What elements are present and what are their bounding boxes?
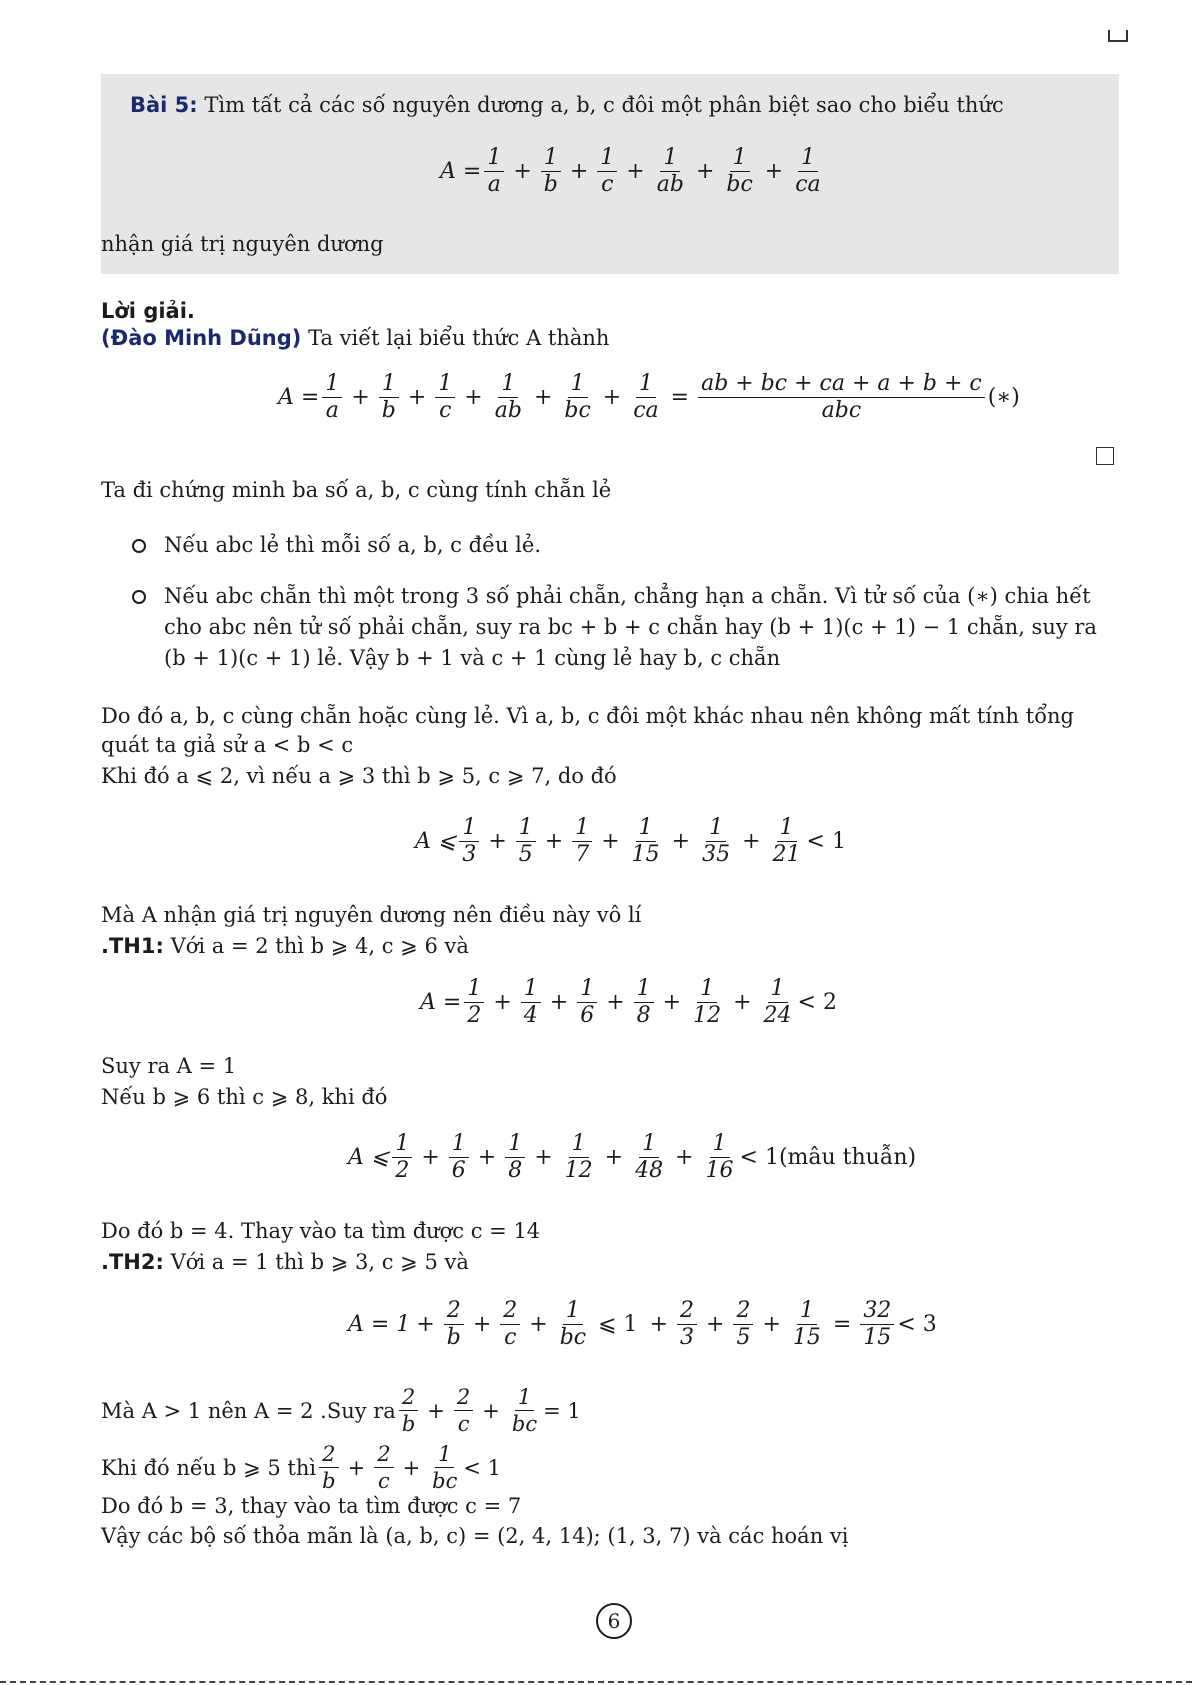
th2-line <box>101 1248 469 1276</box>
th1-line <box>101 932 469 960</box>
problem-statement: Tìm tất cả các số nguyên dương a, b, c đôi một phân biệt sao cho biểu thức <box>204 93 1004 117</box>
fraction: $\frac{2}{c}$ <box>454 1384 473 1437</box>
fraction: $\frac{1}{a}$ <box>484 145 504 198</box>
bullet-1: Nếu abc lẻ thì mỗi số a, b, c đều lẻ. <box>164 533 542 557</box>
fraction: $\frac{2}{3}$ <box>677 1298 697 1351</box>
para2: Mà A nhận giá trị nguyên dương nên điều này vô lí <box>101 903 642 927</box>
fraction: $\frac{1}{12}$ <box>693 976 722 1028</box>
fraction: $\frac{2}{b}$ <box>444 1298 464 1351</box>
fraction: $\frac{1}{c}$ <box>597 145 617 198</box>
line-ma: Mà A > 1 nên A = 2 .Suy ra $\frac{2}{b}$ + $\frac{2}{c}$ + $\frac{1}{bc}$ = 1 <box>101 1385 581 1436</box>
bottom-divider <box>0 1681 1192 1683</box>
line-khi: Khi đó nếu b ⩾ 5 thì $\frac{2}{b}$ + $\frac{2}{c}$ + $\frac{1}{bc}$ < 1 <box>101 1442 502 1493</box>
equation-5: A = 1 + $\frac{2}{b}$ + $\frac{2}{c}$ + $\frac{1}{bc}$ ⩽ 1 + $\frac{2}{3}$ + $\frac{2}{5}$ + $\frac{1}{15}$ = $\frac{32}{15}$ < 3 <box>348 1298 937 1350</box>
fraction: $\frac{2}{b}$ <box>319 1441 338 1494</box>
claim: Ta đi chứng minh ba số a, b, c cùng tính chẵn lẻ <box>101 478 612 502</box>
fraction: $\frac{2}{c}$ <box>500 1298 520 1351</box>
fraction: $\frac{1}{bc}$ <box>511 1385 538 1436</box>
bullet-2-line-2: cho abc nên tử số phải chẵn, suy ra bc + b + c chẵn hay (b + 1)(c + 1) − 1 chẵn, suy ra <box>164 615 1097 639</box>
fraction: $\frac{1}{6}$ <box>449 1131 469 1184</box>
para1-line-1: Do đó a, b, c cùng chẵn hoặc cùng lẻ. Vì a, b, c đôi một khác nhau nên không mất tính tổng <box>101 704 1075 728</box>
fraction: $\frac{1}{12}$ <box>564 1131 593 1183</box>
author: (Đào Minh Dũng) <box>101 326 302 350</box>
fraction: $\frac{2}{5}$ <box>733 1298 753 1351</box>
fraction: $\frac{1}{48}$ <box>635 1131 664 1183</box>
fraction: $\frac{1}{8}$ <box>505 1131 525 1184</box>
fraction: $\frac{32}{15}$ <box>860 1298 894 1351</box>
solution-heading: Lời giải. <box>101 299 195 323</box>
th2-label: .TH2: <box>101 1250 164 1274</box>
th1-label: .TH1: <box>101 934 164 958</box>
intro-text: Ta viết lại biểu thức A thành <box>308 326 610 350</box>
line-b4: Do đó b = 4. Thay vào ta tìm được c = 14 <box>101 1219 541 1243</box>
solution-intro-line <box>101 324 609 352</box>
formula-lhs: A = <box>440 159 482 184</box>
problem-tail: nhận giá trị nguyên dương <box>101 232 384 256</box>
qed-square <box>1096 447 1114 465</box>
fraction: $\frac{1}{bc}$ <box>726 145 753 197</box>
fraction: $\frac{1}{15}$ <box>631 815 660 867</box>
fraction: $\frac{1}{24}$ <box>763 976 792 1028</box>
equation-4: A ⩽ $\frac{1}{2}$ + $\frac{1}{6}$ + $\frac{1}{8}$ + $\frac{1}{12}$ + $\frac{1}{48}$ + $\frac{1}{16}$ < 1(mâu thuẫn) <box>348 1131 917 1183</box>
equation-tag: (∗) <box>987 385 1020 410</box>
fraction: $\frac{2}{b}$ <box>399 1384 418 1437</box>
fraction: $\frac{1}{5}$ <box>516 815 536 868</box>
fraction: $\frac{1}{2}$ <box>392 1131 412 1184</box>
th2-text: Với a = 1 thì b ⩾ 3, c ⩾ 5 và <box>170 1250 469 1274</box>
fraction: $\frac{1}{ca}$ <box>633 371 659 423</box>
fraction: $\frac{1}{b}$ <box>541 145 561 198</box>
fraction: $\frac{2}{c}$ <box>374 1441 393 1494</box>
fraction: $\frac{1}{15}$ <box>792 1298 821 1350</box>
equation-2: A ⩽ $\frac{1}{3}$ + $\frac{1}{5}$ + $\frac{1}{7}$ + $\frac{1}{15}$ + $\frac{1}{35}$ + $\frac{1}{21}$ < 1 <box>415 815 846 867</box>
fraction: $\frac{1}{ab}$ <box>494 371 522 423</box>
line-b3: Do đó b = 3, thay vào ta tìm được c = 7 <box>101 1494 522 1518</box>
fraction: $\frac{1}{a}$ <box>322 371 342 424</box>
fraction-result: $\frac{ab + bc + ca + a + b + c}{\text{abc}}$ <box>698 371 985 424</box>
equation-1: A = $\frac{1}{a}$ + $\frac{1}{b}$ + $\frac{1}{c}$ + $\frac{1}{ab}$ + $\frac{1}{bc}$ + $\frac{1}{ca}$ = $\frac{ab + bc + ca + a + b + c}{\text{abc}}$ (∗) <box>278 371 1020 423</box>
conclusion: Vậy các bộ số thỏa mãn là (a, b, c) = (2, 4, 14); (1, 3, 7) và các hoán vị <box>101 1524 849 1548</box>
fraction: $\frac{1}{7}$ <box>572 815 592 868</box>
line-neu: Nếu b ⩾ 6 thì c ⩾ 8, khi đó <box>101 1085 388 1109</box>
fraction: $\frac{1}{ca}$ <box>795 145 821 197</box>
problem-heading: Bài 5: <box>130 93 198 117</box>
fraction: $\frac{1}{35}$ <box>702 815 731 867</box>
line-suy-ra: Suy ra A = 1 <box>101 1054 237 1078</box>
th1-text: Với a = 2 thì b ⩾ 4, c ⩾ 6 và <box>170 934 469 958</box>
problem-formula: A = $\frac{1}{a}$ + $\frac{1}{b}$ + $\frac{1}{c}$ + $\frac{1}{ab}$ + $\frac{1}{bc}$ + $\frac{1}{ca}$ <box>440 145 827 198</box>
fraction: $\frac{1}{bc}$ <box>564 371 591 423</box>
fraction: $\frac{1}{16}$ <box>705 1131 734 1183</box>
equation-3: A = $\frac{1}{2}$ + $\frac{1}{4}$ + $\frac{1}{6}$ + $\frac{1}{8}$ + $\frac{1}{12}$ + $\frac{1}{24}$ < 2 <box>420 976 837 1028</box>
fraction: $\frac{1}{bc}$ <box>432 1442 458 1493</box>
corner-mark <box>1108 30 1128 42</box>
fraction: $\frac{1}{c}$ <box>435 371 455 424</box>
fraction: $\frac{1}{ab}$ <box>656 145 684 197</box>
problem-statement-line <box>130 91 1004 119</box>
fraction: $\frac{1}{21}$ <box>772 815 801 867</box>
bullet-2-line-1: Nếu abc chẵn thì một trong 3 số phải chẵn, chẳng hạn a chẵn. Vì tử số của (∗) chia hết <box>164 584 1091 608</box>
bullet-icon <box>132 539 146 553</box>
fraction: $\frac{1}{4}$ <box>521 976 541 1029</box>
page-number: 6 <box>596 1603 632 1639</box>
bullet-icon <box>132 590 146 604</box>
para1-line-3: Khi đó a ⩽ 2, vì nếu a ⩾ 3 thì b ⩾ 5, c ⩾ 7, do đó <box>101 764 617 788</box>
fraction: $\frac{1}{6}$ <box>577 976 597 1029</box>
fraction: $\frac{1}{bc}$ <box>559 1298 587 1350</box>
fraction: $\frac{1}{8}$ <box>634 976 654 1029</box>
para1-line-2: quát ta giả sử a < b < c <box>101 733 354 757</box>
fraction: $\frac{1}{3}$ <box>459 815 479 868</box>
bullet-2-line-3: (b + 1)(c + 1) lẻ. Vậy b + 1 và c + 1 cùng lẻ hay b, c chẵn <box>164 646 781 670</box>
fraction: $\frac{1}{b}$ <box>379 371 399 424</box>
fraction: $\frac{1}{2}$ <box>464 976 484 1029</box>
